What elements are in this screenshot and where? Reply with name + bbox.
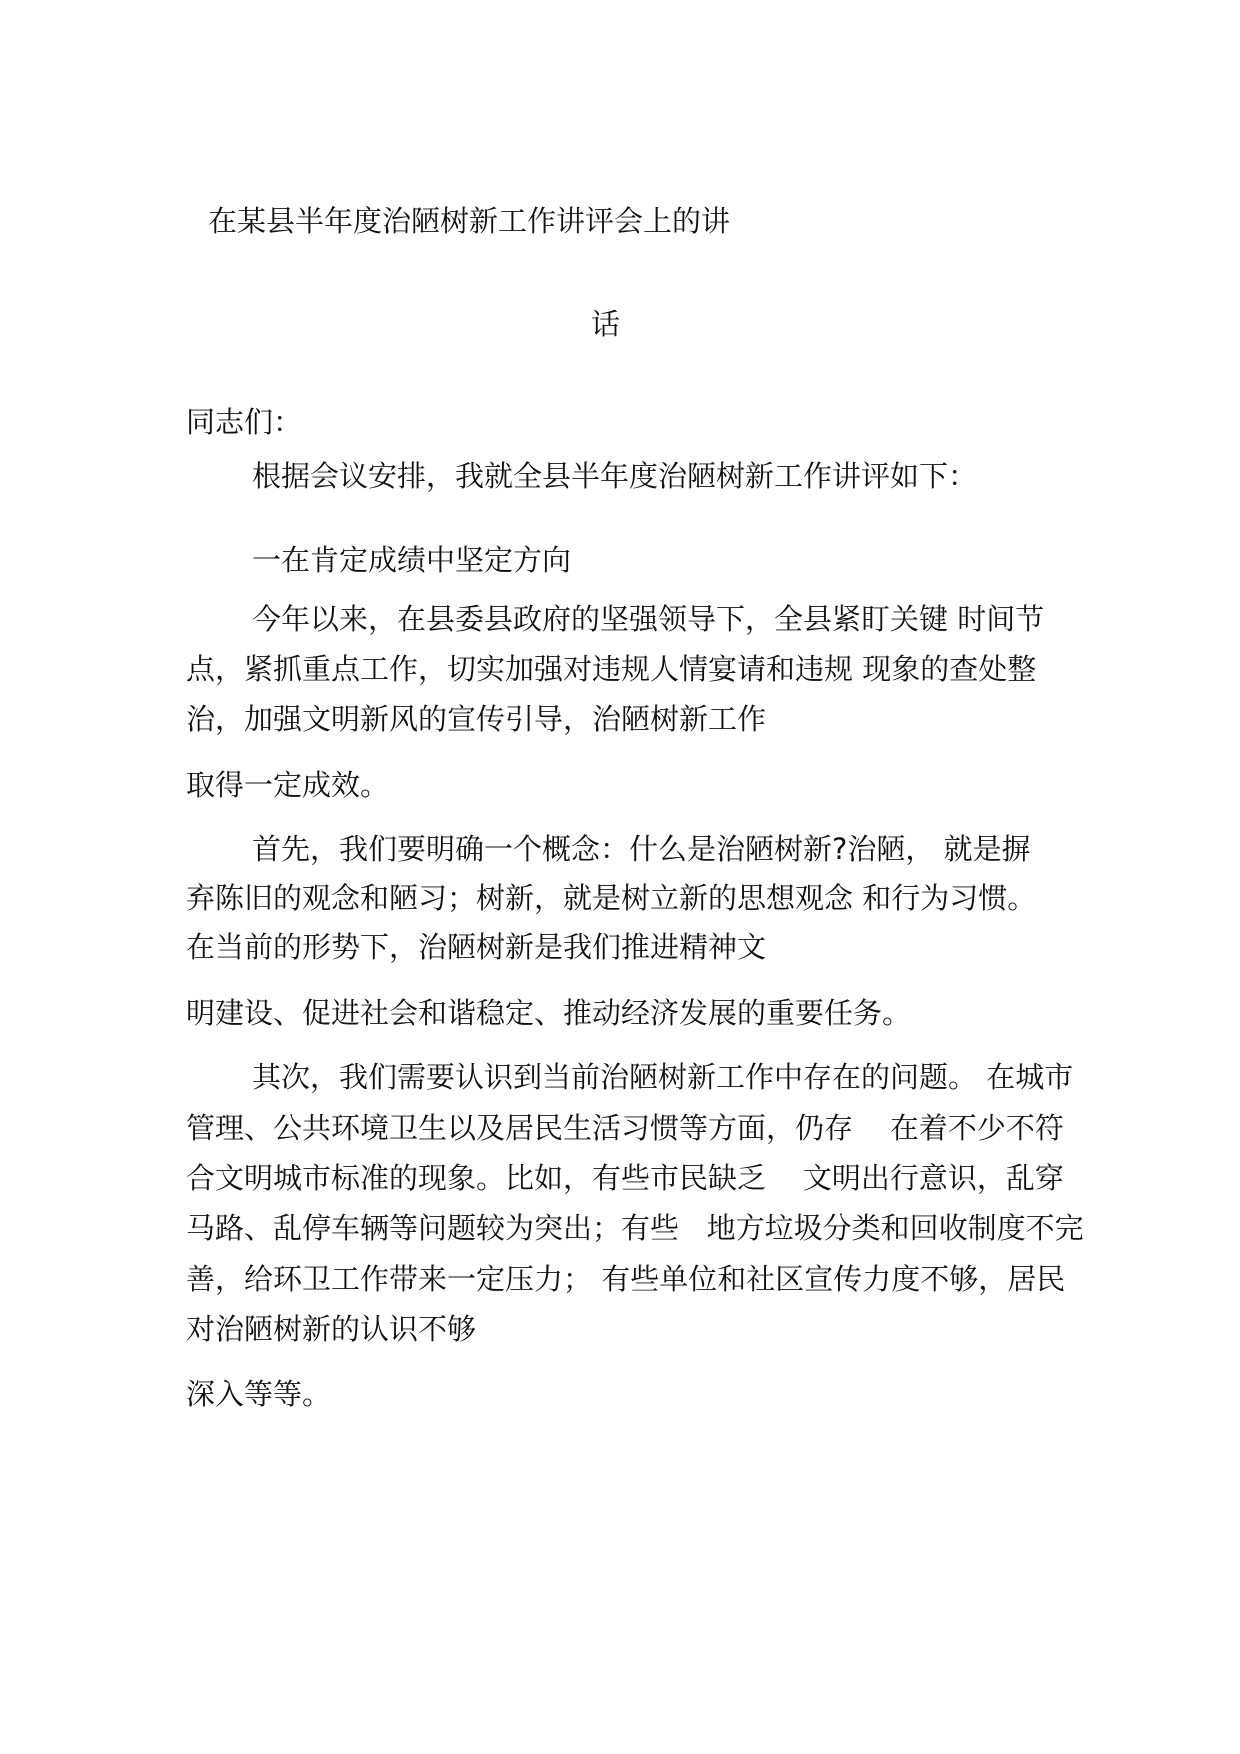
paragraph-3-line-3: 合文明城市标准的现象。比如，有些市民缺乏 文明出行意识，乱穿 xyxy=(186,1161,1064,1195)
paragraph-2-line-2: 弃陈旧的观念和陋习；树新，就是树立新的思想观念 和行为习惯。 xyxy=(186,881,1037,915)
paragraph-3-line-2: 管理、公共环境卫生以及居民生活习惯等方面，仍存 在着不少不符 xyxy=(186,1111,1064,1145)
paragraph-1-line-4: 取得一定成效。 xyxy=(186,768,390,802)
paragraph-3-line-1: 其次，我们需要认识到当前治陋树新工作中存在的问题。 在城市 xyxy=(252,1060,1074,1094)
paragraph-3-line-5: 善，给环卫工作带来一定压力； 有些单位和社区宣传力度不够，居民 xyxy=(186,1262,1066,1296)
paragraph-3-line-4: 马路、乱停车辆等问题较为突出；有些 地方垃圾分类和回收制度不完 xyxy=(186,1211,1084,1245)
paragraph-2-line-3: 在当前的形势下，治陋树新是我们推进精神文 xyxy=(186,930,767,964)
section-heading-1: 一在肯定成绩中坚定方向 xyxy=(252,543,572,577)
paragraph-1-line-1: 今年以来，在县委县政府的坚强领导下，全县紧盯关键 时间节 xyxy=(252,602,1045,636)
paragraph-1-line-3: 治，加强文明新风的宣传引导，治陋树新工作 xyxy=(186,702,767,736)
paragraph-3-line-6: 对治陋树新的认识不够 xyxy=(186,1312,477,1346)
document-title-line-1: 在某县半年度治陋树新工作讲评会上的讲 xyxy=(208,204,731,238)
document-title-line-2: 话 xyxy=(591,307,621,341)
paragraph-1-line-2: 点，紧抓重点工作，切实加强对违规人情宴请和违规 现象的查处整 xyxy=(186,652,1037,686)
paragraph-2-line-1: 首先，我们要明确一个概念：什么是治陋树新?治陋， 就是摒 xyxy=(252,832,1031,866)
salutation: 同志们： xyxy=(186,405,303,439)
intro-paragraph: 根据会议安排，我就全县半年度治陋树新工作讲评如下： xyxy=(252,459,978,493)
paragraph-2-line-4: 明建设、促进社会和谐稳定、推动经济发展的重要任务。 xyxy=(186,996,912,1030)
paragraph-3-line-7: 深入等等。 xyxy=(186,1377,332,1411)
